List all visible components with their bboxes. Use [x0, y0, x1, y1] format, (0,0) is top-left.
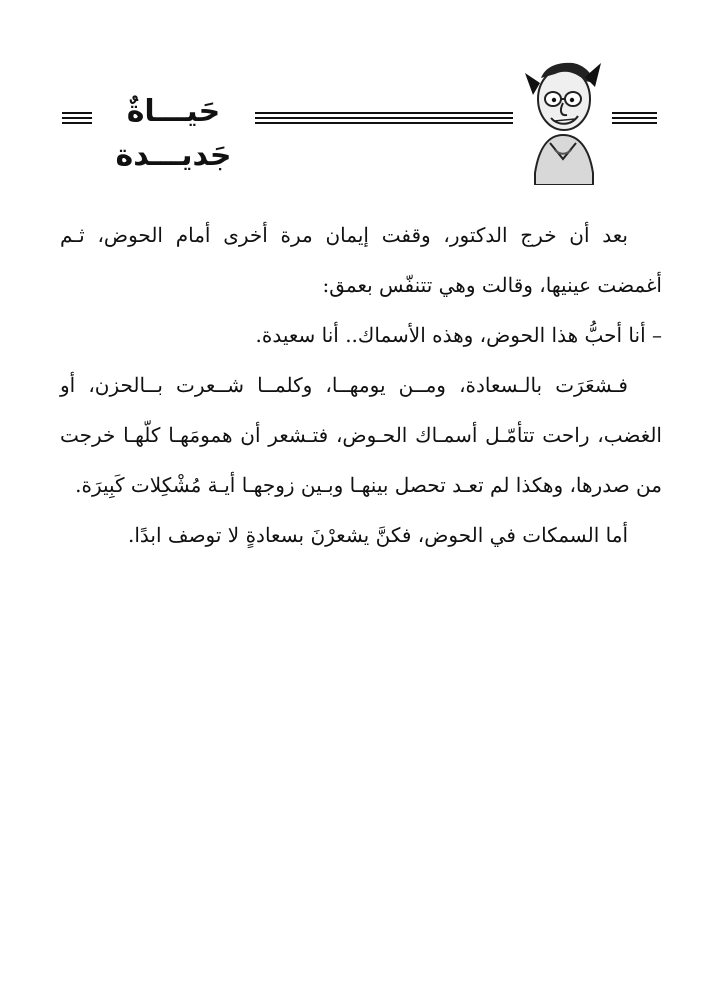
story-paragraph: بعد أن خرج الدكتور، وقفت إيمان مرة أخرى أمام الحوض، ثـم أغمضت عينيها، وقالت وهي تتنفّس بعمق: — [60, 223, 662, 297]
cartoon-mascot-icon — [515, 55, 611, 185]
story-text — [60, 210, 662, 560]
story-paragraph: فـشعَرَت بالـسعادة، ومــن يومهــا، وكلمــا شــعرت بــالحزن، أو الغضب، راحت تتأمّـل أسمـاك الحـوض، فتـشعر أن همومَهـا كلّهـا خرجت من صدرها، وهكذا لم تعـد تحصل بينهـا وبـين زوجهـا أيـة مُشْكِلات كَبِيرَة. — [60, 373, 662, 497]
story-paragraph: أما السمكات في الحوض، فكنَّ يشعرْنَ بسعادةٍ لا توصف ابدًا. — [127, 523, 628, 547]
story-dialogue: – أنا أحبُّ هذا الحوض، وهذه الأسماك.. أنا سعيدة. — [255, 323, 662, 347]
header-rule-right — [612, 112, 657, 124]
page-header — [0, 40, 720, 190]
header-rule-left — [62, 112, 92, 124]
header-rule-middle — [255, 112, 513, 124]
page-title: حَيـــاةٌ جَديـــدة — [115, 94, 232, 173]
